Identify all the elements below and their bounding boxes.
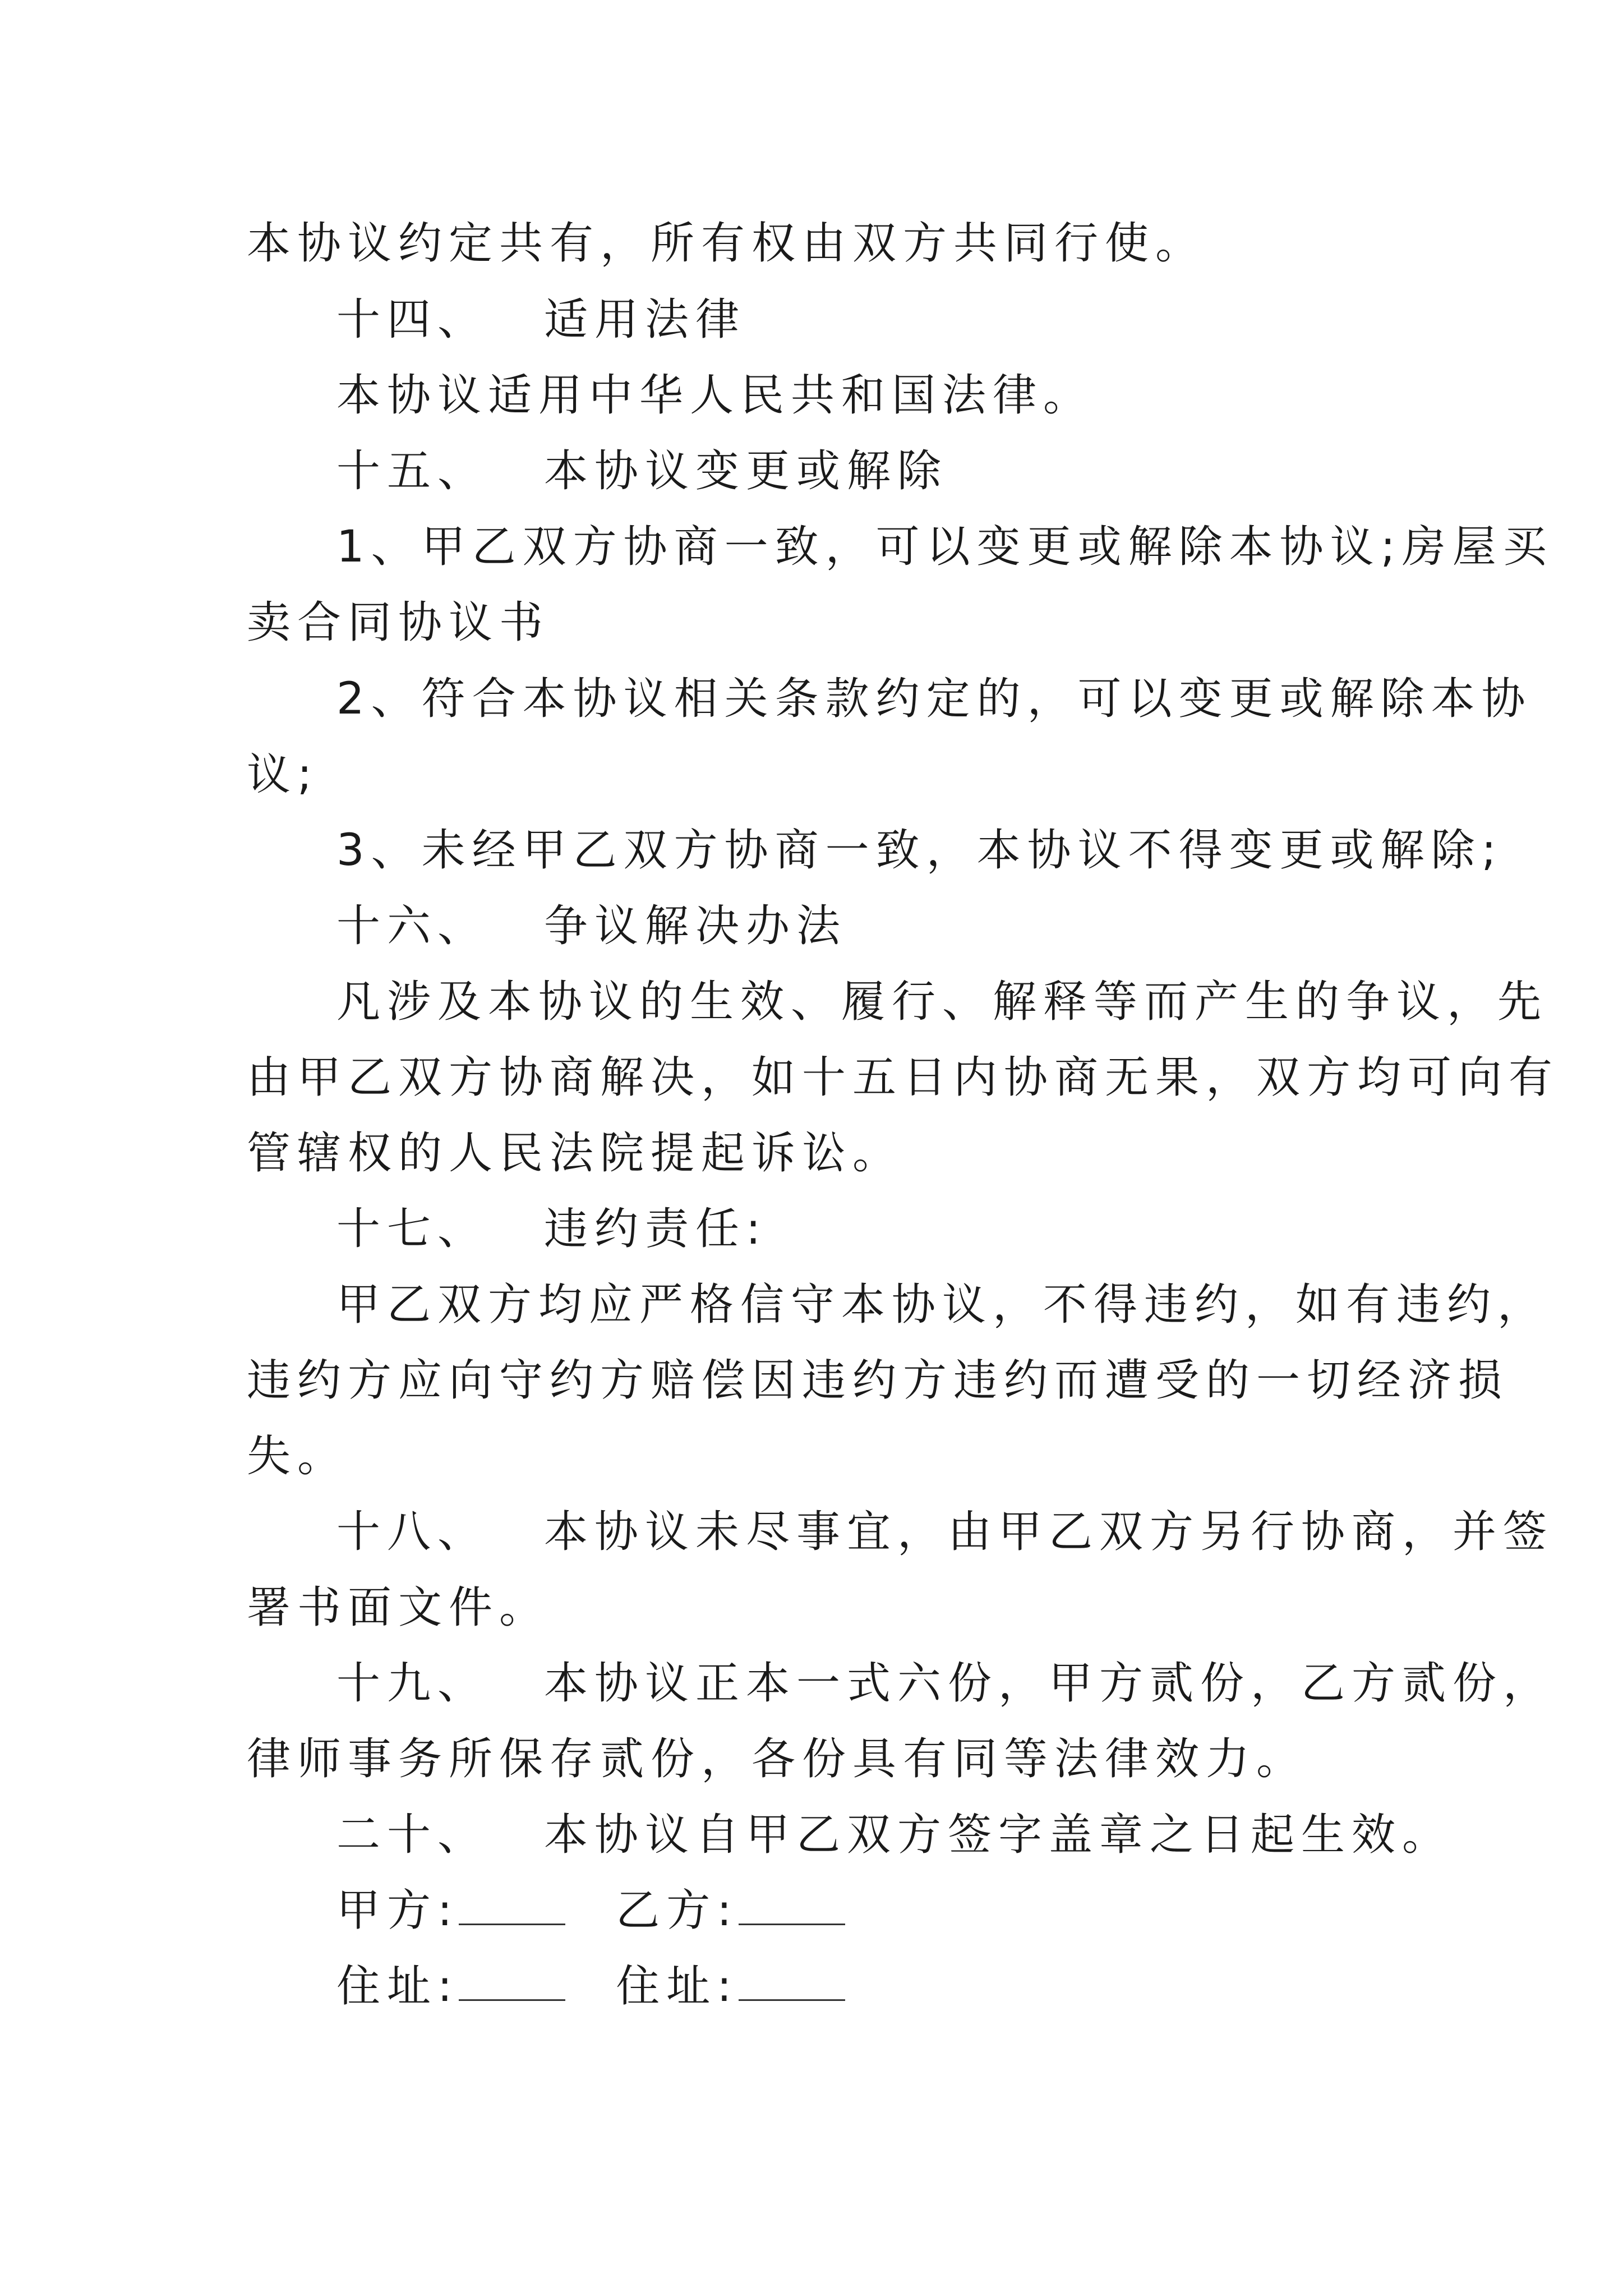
text-line: 由甲乙双方协商解决，如十五日内协商无果，双方均可向有 bbox=[247, 1052, 1560, 1103]
text-line: 律师事务所保存贰份，各份具有同等法律效力。 bbox=[247, 1734, 1307, 1784]
section-title: 本协议变更或解除 bbox=[544, 446, 948, 496]
section-heading-20 bbox=[336, 1807, 1453, 1863]
address-b-label: 住址: bbox=[616, 1961, 739, 2012]
text-line: 2、符合本协议相关条款约定的，可以变更或解除本协 bbox=[336, 674, 1532, 724]
section-heading-17 bbox=[336, 1201, 767, 1257]
section-number: 十九、 bbox=[336, 1658, 488, 1709]
section-title: 争议解决办法 bbox=[544, 901, 847, 951]
address-a-label: 住址: bbox=[336, 1961, 459, 2012]
party-b-label: 乙方: bbox=[616, 1885, 739, 1936]
section-title: 违约责任: bbox=[544, 1204, 768, 1254]
party-b-blank bbox=[739, 1884, 845, 1925]
section-number: 十六、 bbox=[336, 901, 488, 951]
section-number: 十七、 bbox=[336, 1204, 488, 1254]
section-title: 适用法律 bbox=[544, 295, 746, 345]
text-line: 3、未经甲乙双方协商一致，本协议不得变更或解除; bbox=[336, 825, 1503, 876]
text-line: 本协议约定共有，所有权由双方共同行使。 bbox=[247, 218, 1206, 269]
section-number: 十五、 bbox=[336, 446, 488, 496]
text-line: 卖合同协议书 bbox=[247, 597, 550, 648]
text-line: 失。 bbox=[247, 1431, 348, 1481]
section-number: 十八、 bbox=[336, 1507, 488, 1557]
section-number: 二十、 bbox=[336, 1810, 488, 1860]
section-heading-15 bbox=[336, 443, 948, 499]
signature-row-address bbox=[336, 1958, 845, 2014]
address-a-blank bbox=[459, 1960, 565, 2001]
text-line: 1、甲乙双方协商一致，可以变更或解除本协议;房屋买 bbox=[336, 522, 1553, 572]
section-text: 本协议未尽事宜，由甲乙双方另行协商，并签 bbox=[544, 1507, 1554, 1557]
signature-row-party bbox=[336, 1883, 845, 1939]
section-heading-14 bbox=[336, 292, 746, 348]
section-heading-19 bbox=[336, 1655, 1553, 1711]
section-heading-18 bbox=[336, 1504, 1553, 1560]
text-line: 甲乙双方均应严格信守本协议，不得违约，如有违约， bbox=[336, 1280, 1548, 1330]
party-a-blank bbox=[459, 1884, 565, 1925]
text-line: 违约方应向守约方赔偿因违约方违约而遭受的一切经济损 bbox=[247, 1355, 1509, 1406]
section-number: 十四、 bbox=[336, 295, 488, 345]
party-a-label: 甲方: bbox=[336, 1885, 459, 1936]
address-b-blank bbox=[739, 1960, 845, 2001]
text-line: 议; bbox=[247, 749, 319, 800]
text-line: 管辖权的人民法院提起诉讼。 bbox=[247, 1128, 903, 1179]
text-line: 署书面文件。 bbox=[247, 1582, 550, 1633]
section-heading-16 bbox=[336, 898, 847, 954]
section-text: 本协议自甲乙双方签字盖章之日起生效。 bbox=[544, 1810, 1453, 1860]
text-line: 本协议适用中华人民共和国法律。 bbox=[336, 370, 1094, 421]
text-line: 凡涉及本协议的生效、履行、解释等而产生的争议，先 bbox=[336, 977, 1548, 1027]
section-text: 本协议正本一式六份，甲方贰份，乙方贰份， bbox=[544, 1658, 1554, 1709]
